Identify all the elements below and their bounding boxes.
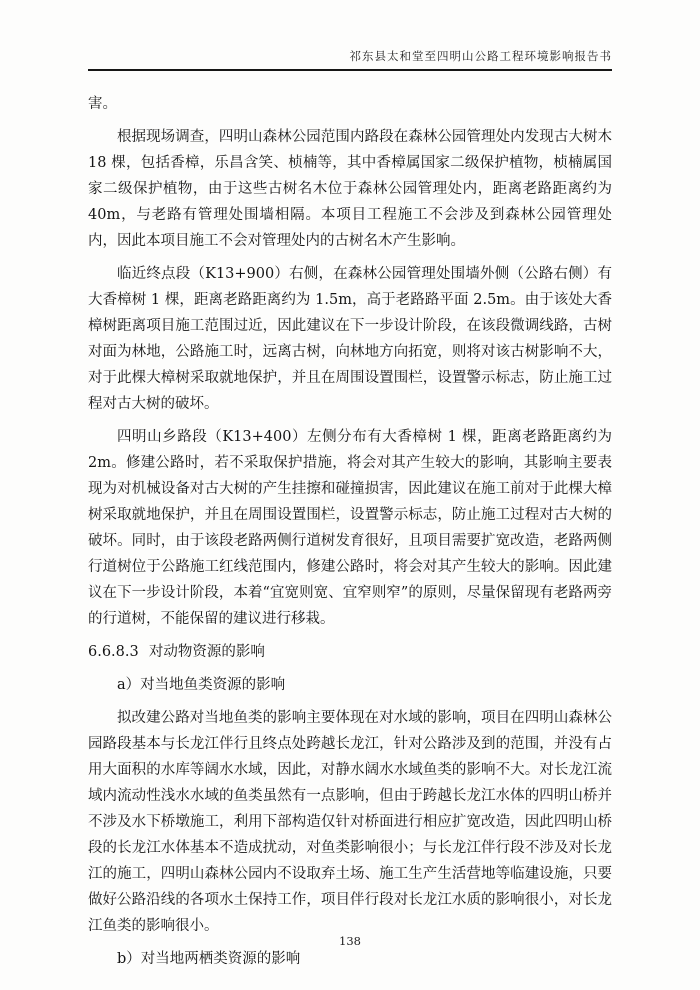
subsection-a-fish-heading: a）对当地鱼类资源的影响 xyxy=(117,677,286,693)
subsection-b-amphibian-heading: b）对当地两栖类资源的影响 xyxy=(117,951,301,967)
paragraph-survey-findings: 根据现场调查，四明山森林公园范围内路段在森林公园管理处内发现古大树木 18 棵，包括香樟，乐昌含笑、桢楠等，其中香樟属国家二级保护植物，桢楠属国家二级保护植物，由于这些古树名木位于森林公园管理处内，距离老路距离约为 40m，与老路有管理处围墙相隔。本项目工程施工不会涉及到森林公园管理处内，因此本项目施工不会对管理处内的古树名木产生影响。 xyxy=(88,129,612,249)
paragraph-camphor-k13-900: 临近终点段（K13+900）右侧，在森林公园管理处围墙外侧（公路右侧）有大香樟树 1 棵，距离老路距离约为 1.5m，高于老路路平面 2.5m。由于该处大香樟树距离项目施工范围过近，因此建议在下一步设计阶段，在该段微调线路，古树对面为林地，公路施工时，远离古树，向林地方向拓宽，则将对该古树影响不大，对于此棵大樟树采取就地保护，并且在周围设置围栏，设置警示标志，防止施工过程对古大树的破坏。 xyxy=(88,266,612,412)
paragraph-continuation: 害。 xyxy=(88,96,117,112)
page-number: 138 xyxy=(339,934,361,948)
paragraph-camphor-k13-400: 四明山乡路段（K13+400）左侧分布有大香樟树 1 棵，距离老路距离约为 2m。修建公路时，若不采取保护措施，将会对其产生较大的影响，其影响主要表现为对机械设备对古大树的产生挂擦和碰撞损害，因此建议在施工前对于此棵大樟树采取就地保护，并且在周围设置围栏，设置警示标志，防止施工过程对古大树的破坏。同时，由于该段老路两侧行道树发育很好，且项目需要扩宽改造，老路两侧行道树位于公路施工红线范围内，修建公路时，将会对其产生较大的影响。因此建议在下一步设计阶段，本着“宜宽则宽、宜窄则窄”的原则，尽量保留现有老路两旁的行道树，不能保留的建议进行移栽。 xyxy=(88,429,612,627)
document-body xyxy=(88,91,612,972)
page-header xyxy=(88,0,612,71)
section-number: 6.6.8.3 xyxy=(88,644,139,660)
section-title: 对动物资源的影响 xyxy=(148,644,265,660)
section-heading-animal-resources xyxy=(88,639,612,665)
paragraph-fish-impact: 拟改建公路对当地鱼类的影响主要体现在对水域的影响，项目在四明山森林公园路段基本与长龙江伴行且终点处跨越长龙江，针对公路涉及到的范围，并没有占用大面积的水库等阔水水域，因此，对静水阔水水域鱼类的影响不大。对长龙江流域内流动性浅水水域的鱼类虽然有一点影响，但由于跨越长龙江水体的四明山桥并不涉及水下桥墩施工，利用下部构造仅针对桥面进行相应扩宽改造，因此四明山桥段的长龙江水体基本不造成扰动，对鱼类影响很小；与长龙江伴行段不涉及对长龙江的施工，四明山森林公园内不设取弃土场、施工生产生活营地等临建设施，只要做好公路沿线的各项水土保持工作，项目伴行段对长龙江水质的影响很小，对长龙江鱼类的影响很小。 xyxy=(88,710,612,934)
report-title-header: 祁东县太和堂至四明山公路工程环境影响报告书 xyxy=(349,49,612,63)
header-divider xyxy=(88,69,612,71)
